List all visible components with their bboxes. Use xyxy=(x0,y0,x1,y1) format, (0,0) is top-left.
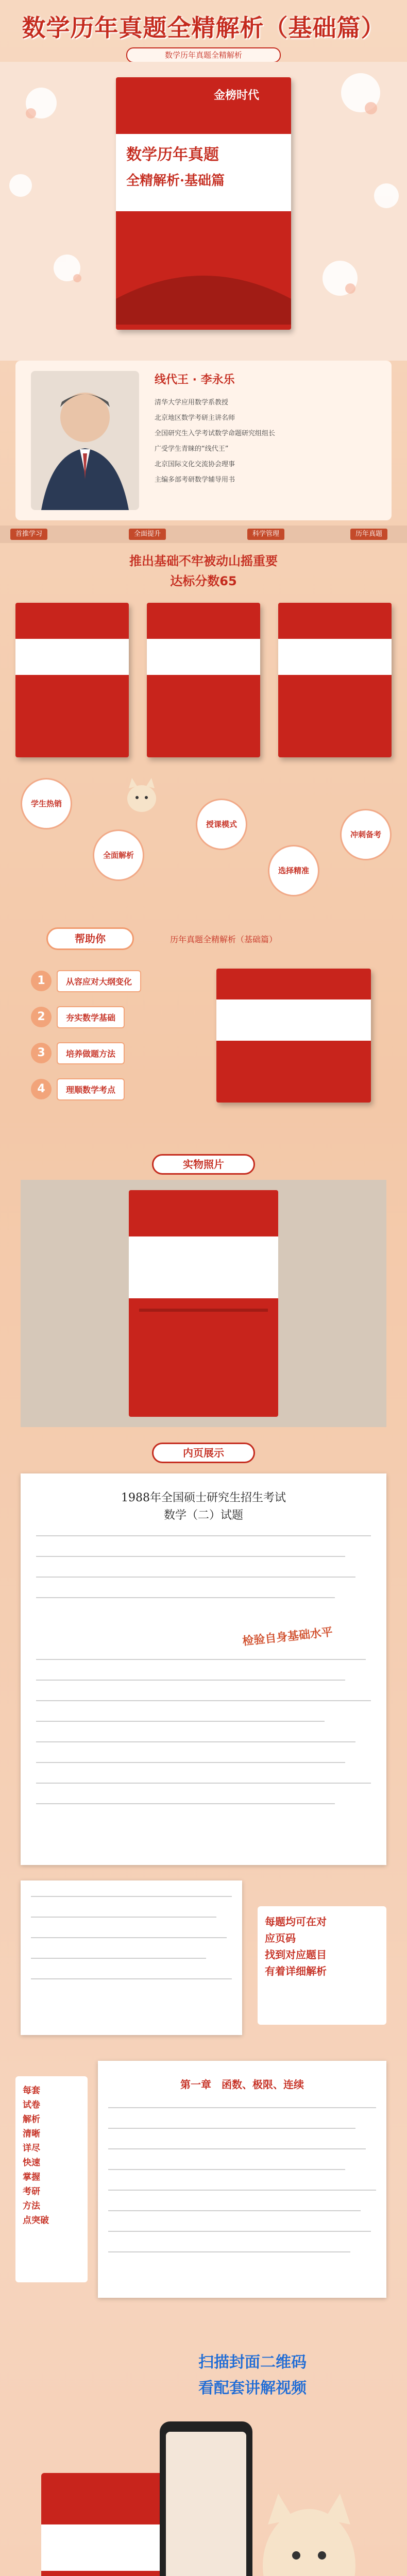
note-line: 快速 xyxy=(23,2158,40,2168)
scan-line-1: 扫描封面二维码 xyxy=(198,2353,307,2371)
author-line: 清华大学应用数学系教授 xyxy=(155,399,229,406)
help-step xyxy=(31,1041,125,1065)
text-line xyxy=(108,2231,371,2232)
text-line xyxy=(36,1577,355,1578)
section-inner-header: 内页展示 xyxy=(152,1443,255,1463)
note-right xyxy=(258,1906,386,2025)
note-line: 解析 xyxy=(23,2114,40,2125)
step-label: 从容应对大纲变化 xyxy=(57,970,141,992)
author-name: 线代王 · 李永乐 xyxy=(155,374,235,386)
exam-title: 1988年全国硕士研究生招生考试 xyxy=(121,1492,286,1504)
book-pattern xyxy=(116,222,291,325)
author-line: 主编多部考研数学辅导用书 xyxy=(155,476,235,484)
section-photo-header: 实物照片 xyxy=(152,1154,255,1175)
author-line: 北京地区数学考研主讲名师 xyxy=(155,414,235,422)
note-line: 有着详细解析 xyxy=(265,1965,327,1977)
exam-subtitle: 数学（二）试题 xyxy=(163,1509,243,1522)
author-line: 全国研究生入学考试数学命题研究组组长 xyxy=(155,430,276,437)
solution-paper xyxy=(21,1880,242,2035)
help-book xyxy=(216,969,371,1103)
hero-title: 数学历年真题全精解析（基础篇） xyxy=(22,14,385,42)
text-line xyxy=(108,2128,355,2129)
text-line xyxy=(36,1803,335,1804)
book-white-band xyxy=(147,639,260,675)
chapter-title: 第一章 函数、极限、连续 xyxy=(180,2078,304,2091)
slogan-line-1: 推出基础不牢被动山摇重要 xyxy=(129,554,278,568)
note-line: 试卷 xyxy=(23,2100,40,2110)
author-tag: 全面提升 xyxy=(129,529,166,540)
mascot-cat-icon xyxy=(124,773,160,814)
step-label: 理顺数学考点 xyxy=(57,1078,125,1100)
product-photo xyxy=(21,1180,386,1427)
author-tag: 历年真题 xyxy=(350,529,387,540)
feature-bubble: 选择精准 xyxy=(268,845,319,896)
step-number: 1 xyxy=(31,971,52,991)
text-line xyxy=(31,1978,232,1979)
text-line xyxy=(36,1597,335,1598)
text-line xyxy=(108,2169,345,2170)
author-tag: 科学管理 xyxy=(247,529,284,540)
book-white-band xyxy=(15,639,129,675)
note-line: 应页码 xyxy=(265,1932,296,1944)
book-name-2: 全精解析·基础篇 xyxy=(126,173,225,189)
text-line xyxy=(108,2210,361,2211)
note-line: 方法 xyxy=(23,2201,40,2211)
hero-subtitle-pill: 数学历年真题全精解析 xyxy=(126,47,281,63)
feature-bubble: 学生热销 xyxy=(21,778,72,829)
note-left xyxy=(15,2076,88,2282)
step-number: 4 xyxy=(31,1079,52,1099)
text-line xyxy=(108,2148,366,2149)
author-photo xyxy=(31,371,139,510)
text-line xyxy=(36,1659,366,1660)
text-line xyxy=(36,1556,345,1557)
note-line: 每套 xyxy=(23,2086,40,2096)
chapter-paper xyxy=(98,2061,386,2298)
text-line xyxy=(36,1700,371,1701)
text-line xyxy=(108,2251,350,2252)
scan-line-2: 看配套讲解视频 xyxy=(198,2379,307,2397)
note-line: 考研 xyxy=(23,2187,40,2197)
note-line: 每题均可在对 xyxy=(265,1916,327,1928)
series-book-3 xyxy=(278,603,392,757)
help-book-title: 历年真题全精解析（基础篇） xyxy=(170,935,278,944)
feature-bubble: 冲刺备考 xyxy=(340,809,392,860)
feature-bubble: 全面解析 xyxy=(93,829,144,881)
step-label: 培养做题方法 xyxy=(57,1042,125,1064)
text-line xyxy=(36,1783,371,1784)
text-line xyxy=(36,1762,345,1763)
hero-book-cover xyxy=(116,77,291,330)
author-line: 北京国际文化交流协会理事 xyxy=(155,461,235,468)
help-step xyxy=(31,1005,125,1029)
step-number: 3 xyxy=(31,1043,52,1063)
step-number: 2 xyxy=(31,1007,52,1027)
series-book-1 xyxy=(15,603,129,757)
text-line xyxy=(108,2190,376,2191)
text-line xyxy=(31,1958,206,1959)
text-line xyxy=(31,1937,227,1938)
text-line xyxy=(36,1535,371,1536)
book-white-band xyxy=(216,999,371,1041)
text-line xyxy=(31,1896,232,1897)
help-step xyxy=(31,969,141,993)
help-title: 帮助你 xyxy=(46,927,134,950)
text-line xyxy=(36,1741,355,1742)
book-name: 数学历年真题 xyxy=(126,146,219,164)
slogan-line-2: 达标分数65 xyxy=(170,574,237,588)
author-line: 广受学生青睐的“线代王” xyxy=(155,445,229,453)
text-line xyxy=(108,2107,376,2108)
help-step xyxy=(31,1077,125,1101)
book-white-band xyxy=(278,639,392,675)
note-line: 点突破 xyxy=(23,2215,49,2226)
exam-paper xyxy=(21,1473,386,1865)
step-label: 夯实数学基础 xyxy=(57,1006,125,1028)
book-brand: 金榜时代 xyxy=(214,89,260,102)
feature-bubble: 授课模式 xyxy=(196,799,247,850)
author-tag: 首推学习 xyxy=(10,529,47,540)
note-line: 找到对应题目 xyxy=(265,1948,327,1961)
text-line xyxy=(36,1721,325,1722)
text-line xyxy=(36,1680,345,1681)
author-tag-bar xyxy=(0,526,407,543)
note-line: 掌握 xyxy=(23,2172,40,2182)
note-line: 清晰 xyxy=(23,2129,40,2139)
series-book-2 xyxy=(147,603,260,757)
text-line xyxy=(31,1917,216,1918)
scan-illustration xyxy=(41,2411,366,2576)
exam-annotation: 检验自身基础水平 xyxy=(242,1625,334,1649)
note-line: 详尽 xyxy=(23,2143,40,2154)
